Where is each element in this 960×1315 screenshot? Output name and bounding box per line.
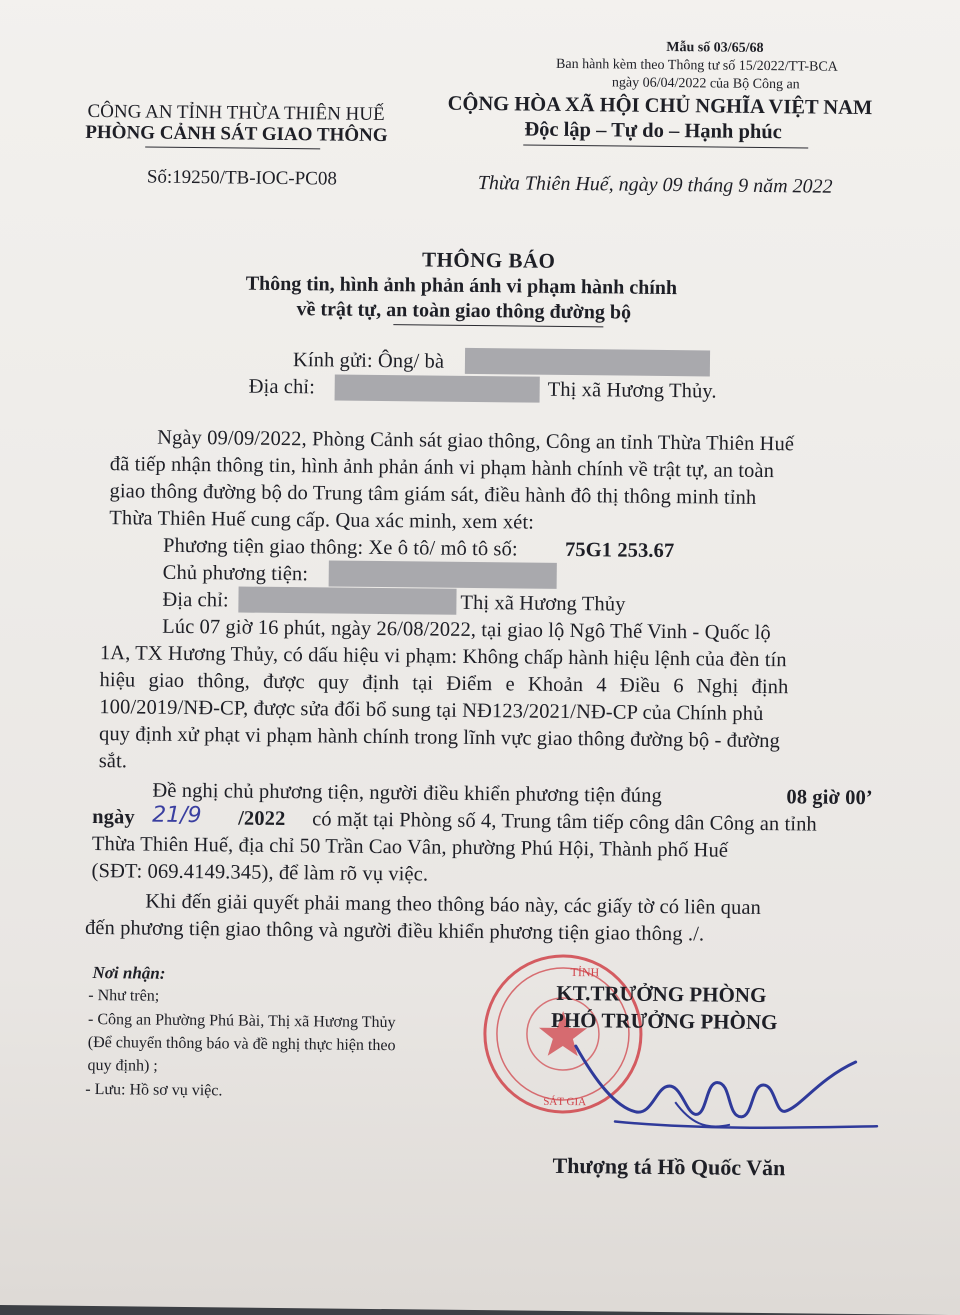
owner-address-label: Địa chỉ:	[162, 588, 229, 612]
redacted-recipient-name	[465, 348, 710, 377]
body-p4-line2: đến phương tiện giao thông và người điều khiển phương tiện giao thông ./.	[84, 916, 705, 946]
handwritten-date: 21/9	[152, 802, 202, 829]
stamp-text-bottom: SÁT GIA	[543, 1095, 587, 1109]
notice-title: THÔNG BÁO	[421, 247, 556, 273]
recipient-item-1: - Như trên;	[88, 986, 160, 1005]
department-underline	[145, 147, 320, 150]
recipient-address-suffix: Thị xã Hương Thủy.	[547, 378, 717, 403]
appointment-time: 08 giờ 00’	[786, 786, 873, 810]
department-name: PHÒNG CẢNH SÁT GIAO THÔNG	[85, 121, 388, 147]
form-issued-line1: Ban hành kèm theo Thông tư số 15/2022/TT-BCA	[556, 56, 838, 75]
document-number: Số:19250/TB-IOC-PC08	[146, 166, 338, 190]
signature-role-1: KT.TRƯỞNG PHÒNG	[556, 980, 767, 1008]
form-issued-line2: ngày 06/04/2022 của Bộ Công an	[611, 75, 800, 93]
owner-address-suffix: Thị xã Hương Thủy	[460, 591, 626, 616]
recipient-label: Kính gửi: Ông/ bà	[292, 349, 445, 373]
nation-title: CỘNG HÒA XÃ HỘI CHỦ NGHĨA VIỆT NAM	[447, 92, 873, 120]
notice-subtitle-1: Thông tin, hình ảnh phản ánh vi phạm hành chính	[245, 272, 678, 300]
body-p3-line2: có mặt tại Phòng số 4, Trung tâm tiếp công dân Công an tỉnh	[312, 808, 817, 836]
redacted-owner-address	[238, 587, 456, 615]
place-date: Thừa Thiên Huế, ngày 09 tháng 9 năm 2022	[477, 172, 833, 198]
motto-underline	[523, 144, 808, 148]
body-p2-line6: sắt.	[98, 750, 128, 773]
redacted-recipient-address	[335, 375, 540, 403]
owner-label: Chủ phương tiện:	[162, 561, 309, 586]
appointment-day-label: ngày	[92, 806, 135, 829]
recipient-item-5: - Lưu: Hồ sơ vụ việc.	[85, 1080, 223, 1100]
body-p2-line2: 1A, TX Hương Thủy, có dấu hiệu vi phạm: Không chấp hành hiệu lệnh của đèn tín	[99, 642, 787, 672]
recipient-item-3: (Để chuyển thông báo và đề nghị thực hiện theo	[87, 1033, 396, 1055]
form-code: Mẫu số 03/65/68	[666, 39, 764, 56]
recipient-item-2: - Công an Phường Phú Bài, Thị xã Hương Thủy	[87, 1010, 396, 1032]
motto: Độc lập – Tự do – Hạnh phúc	[524, 118, 782, 144]
body-p3-line3: Thừa Thiên Huế, địa chỉ 50 Trần Cao Vân, phường Phú Hội, Thành phố Huế	[91, 832, 729, 862]
body-p2-line4: 100/2019/NĐ-CP, được sửa đổi bổ sung tại NĐ123/2021/NĐ-CP của Chính phủ	[99, 696, 764, 726]
recipient-address-label: Địa chỉ:	[248, 375, 316, 399]
recipients-title: Nơi nhận:	[92, 963, 166, 983]
signature-role-2: PHÓ TRƯỞNG PHÒNG	[550, 1007, 778, 1035]
title-underline	[393, 324, 603, 327]
body-p3-line4: (SĐT: 069.4149.345), để làm rõ vụ việc.	[91, 859, 429, 886]
body-p1-line2: đã tiếp nhận thông tin, hình ảnh phản ánh vi phạm hành chính về trật tự, an toàn	[109, 453, 775, 483]
body-p1-line3: giao thông đường bộ do Trung tâm giám sát, điều hành đô thị thông minh tỉnh	[109, 480, 757, 509]
body-p1-line4: Thừa Thiên Huế cung cấp. Qua xác minh, xem xét:	[109, 507, 535, 534]
vehicle-label: Phương tiện giao thông: Xe ô tô/ mô tô số:	[162, 534, 518, 561]
redacted-owner-name	[329, 560, 557, 588]
body-p4-line1: Khi đến giải quyết phải mang theo thông báo này, các giấy tờ có liên quan	[145, 890, 762, 920]
stamp-text-top: TỈNH	[570, 965, 600, 980]
agency-name: CÔNG AN TỈNH THỪA THIÊN HUẾ	[87, 100, 385, 126]
body-p2-line1: Lúc 07 giờ 16 phút, ngày 26/08/2022, tại giao lộ Ngô Thế Vinh - Quốc lộ	[162, 615, 771, 645]
recipient-item-4: quy định) ;	[87, 1056, 158, 1075]
body-p2-line3: hiệu giao thông, được quy định tại Điểm e Khoản 4 Điều 6 Nghị định	[99, 669, 789, 699]
body-p1-line1: Ngày 09/09/2022, Phòng Cảnh sát giao thông, Công an tỉnh Thừa Thiên Huế	[157, 426, 795, 456]
body-p3-line1: Đề nghị chủ phương tiện, người điều khiển phương tiện đúng	[152, 779, 663, 807]
signatory-name: Thượng tá Hồ Quốc Văn	[552, 1152, 786, 1181]
notice-subtitle-2: về trật tự, an toàn giao thông đường bộ	[296, 298, 632, 324]
handwritten-signature	[555, 1011, 886, 1144]
body-p2-line5: quy định xử phạt vi phạm hành chính trong lĩnh vực giao thông đường bộ - đường	[98, 723, 781, 753]
appointment-year: /2022	[238, 807, 286, 831]
license-plate: 75G1 253.67	[564, 538, 675, 563]
